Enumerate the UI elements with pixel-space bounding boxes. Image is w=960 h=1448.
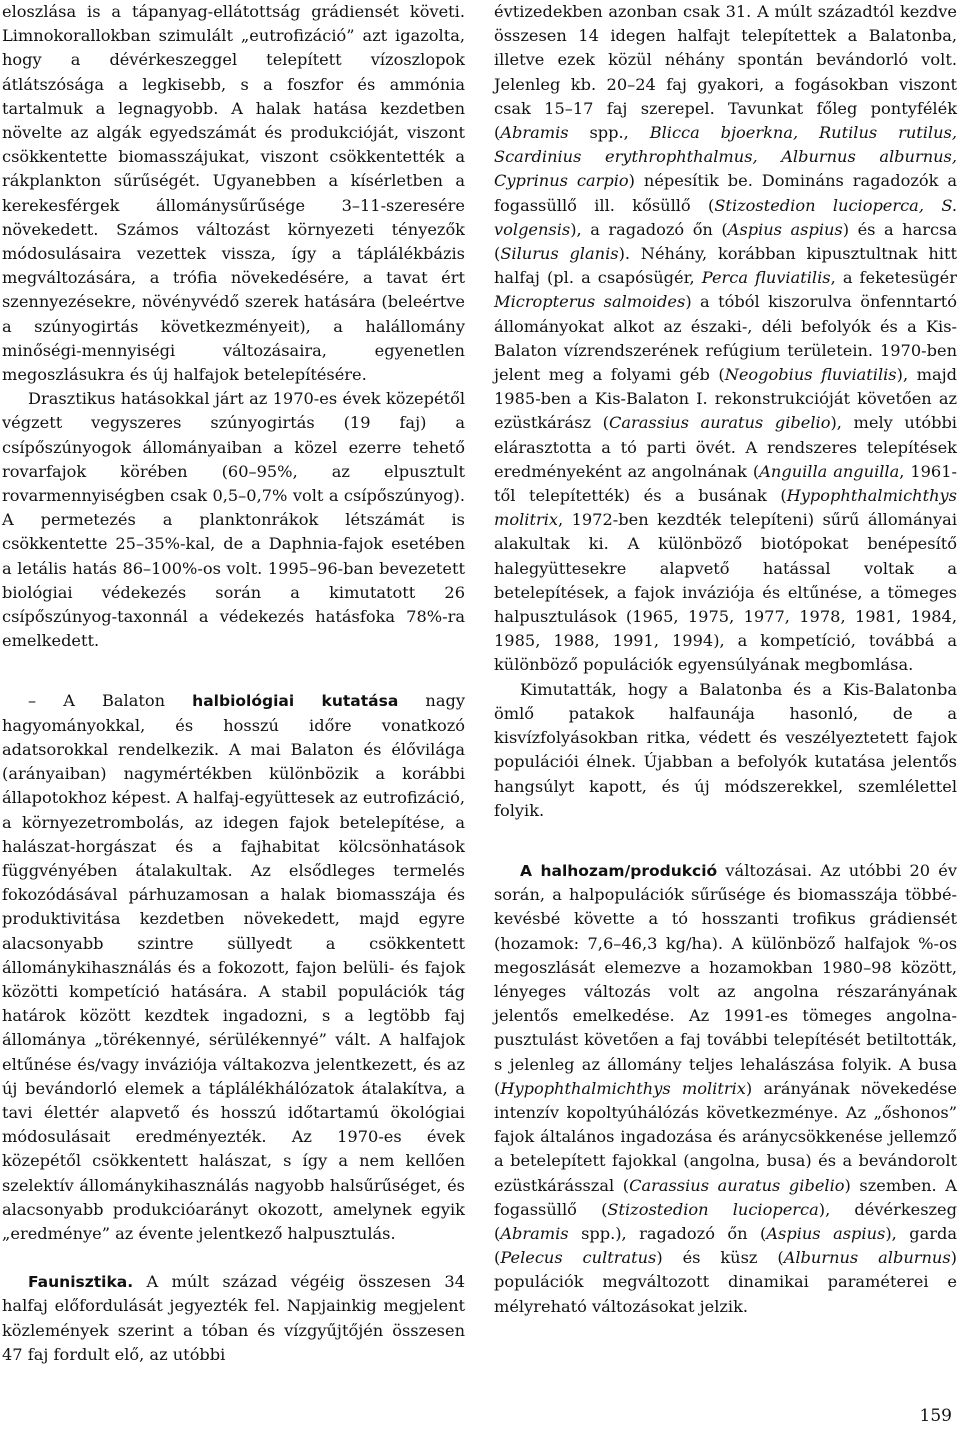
- paragraph-mosquito-control: Drasztikus hatásokkal járt az 1970-es évek közepétől végzett vegyszeres szúnyogirtás (19 faj) a csípőszúnyogok állományaiban a közel ezerre tehető rovarfajok körében (60–95%, az elpusztult rovarmennyiségben csak 0,5–0,7% volt a csípőszúnyog). A permetezés a planktonrákok létszámát is csökkentette 25–35%-kal, de a Daphnia-fajok esetében a letális hatás 86–100%-os volt. 1995–96-ban bevezetett biológiai védekezés során a kimutatott 26 csípőszúnyog-taxonnál a védekezés hatásfoka 78%-ra emelkedett.: [2, 389, 465, 651]
- paragraph-faunistics-continued: évtizedekben azonban csak 31. A múlt századtól kezdve összesen 14 idegen halfajt telepítettek a Balatonba, illetve ezek közül néhány spontán bevándorló volt. Jelenleg kb. 20–24 faj gyakori, a fogásokban viszont csak 15–17 faj szerepel. Tavunkat főleg pontyfélék (Abramis spp., Blicca bjoerkna, Rutilus rutilus, Scardinius erythrophthalmus, Alburnus alburnus, Cyprinus carpio) népesítik be. Domináns ragadozók a fogassüllő ill. kősüllő (Stizostedion lucioperca, S. volgensis), a ragadozó őn (Aspius aspius) és a harcsa (Silurus glanis). Néhány, korábban kipusztultnak hitt halfaj (pl. a csapósügér, Perca fluviatilis, a feketesügér Micropterus salmoides) a tóból kiszorulva önfenntartó állományokat alkot az északi-, déli befolyók és a Kis-Balaton vízrendszerének refúgium területein. 1970-ben jelent meg a folyami géb (Neogobius fluviatilis), majd 1985-ben a Kis-Balaton I. rekonstrukcióját követően az ezüstkárász (Carassius auratus gibelio), mely utóbbi elárasztotta a tó parti övét. A rendszeres telepítések eredményeként az angolnának (Anguilla anguilla, 1961-től telepítették) és a busának (Hypophthalmichthys molitrix, 1972-ben kezdték telepíteni) sűrű állományai alakultak ki. A különböző biotópokat benépesítő halegyüttesekre alapvető hatással voltak a betelepítések, a fajok inváziója és eltűnése, a tömeges halpusztulások (1965, 1975, 1977, 1978, 1981, 1984, 1985, 1988, 1991, 1994), a kompetíció, továbbá a különböző populációk egyensúlyának megbomlása.: [494, 2, 957, 675]
- paragraph-faunistics: Faunisztika. A múlt század végéig összesen 34 halfaj előfordulását jegyezték fel. Napjainkig megjelent közlemények szerint a tóban és vízgyűjtőjén összesen 47 faj fordult elő, az utóbbi: [2, 1272, 465, 1364]
- page-number: 159: [919, 1406, 952, 1426]
- lead-faunistics: Faunisztika.: [28, 1273, 134, 1292]
- lead-fish-biology-research: halbiológiai kutatása: [192, 692, 399, 711]
- spacer: [2, 1246, 465, 1270]
- right-column: [494, 0, 957, 1319]
- left-column: [2, 0, 465, 1367]
- paragraph-fish-biology: – A Balaton halbiológiai kutatása nagy hagyományokkal, és hosszú időre vonatkozó adatsorokkal rendelkezik. A mai Balaton és élővilága (arányaiban) nagymértékben különbözik a korábbi állapotokhoz képest. A halfaj-együttesek az eutrofizáció, a környezetrombolás, az idegen fajok betelepítése, a halászat-horgászat és a fajhabitat kölcsönhatások függvényében átalakultak. Az elsődleges termelés fokozódásával párhuzamosan a halak biomasszája és produktivitása kezdetben növekedett, majd egyre alacsonyabb szintre süllyedt a csökkentett állománykihasználás és a fokozott, fajon belüli- és fajok közötti kompetíció hatására. A stabil populációk tág határok között kezdtek ingadozni, s a legtöbb faj állománya „törékennyé, sérülékennyé” vált. A halfajok eltűnése és/vagy inváziója váltakozva jelentkezett, és az új bevándorló elemek a táplálékhálózatok átalakítva, a tavi élettér alapvető és hosszú időtartamú ökológiai módosulásait eredményezték. Az 1970-es évek közepétől csökkentett halászat, s így a nem kellően szelektív állománykihasználás nagyobb halsűrűséget, és alacsonyabb produkcióarányt okozott, amelynek egyik „eredménye” az évente jelentkező halpusztulás.: [2, 691, 466, 1243]
- spacer: [494, 823, 957, 859]
- paragraph-fish-yield: A halhozam/produkció változásai. Az utóbbi 20 év során, a halpopulációk sűrűsége és biomasszája többé-kevésbé követte a tó hosszanti trofikus grádiensét (hozamok: 7,6–46,3 kg/ha). A különböző halfajok %-os megoszlását elemezve a hozamokban 1980–98 között, lényeges változás volt az angolna részarányának jelentős emelkedése. Az 1991-es tömeges angolna-pusztulást követően a faj további telepítését betiltották, s jelenleg az állomány teljes lehalászása folyik. A busa (Hypophthalmichthys molitrix) arányának növekedése intenzív kopoltyúhálózás következménye. Az „őshonos” fajok általános ingadozása és aránycsökkenése jellemző a betelepített fajokkal (angolna, busa) és a bevándorolt ezüstkárásszal (Carassius auratus gibelio) szemben. A fogassüllő (Stizostedion lucioperca), dévérkeszeg (Abramis spp.), ragadozó őn (Aspius aspius), garda (Pelecus cultratus) és küsz (Alburnus alburnus) populációk megváltozott dinamikai paraméterei e mélyreható változásokat jelzik.: [494, 860, 958, 1316]
- spacer: [2, 653, 465, 689]
- lead-fish-yield: A halhozam/produkció: [520, 861, 718, 880]
- paragraph-eutrophication-continued: eloszlása is a tápanyag-ellátottság grádiensét követi. Limnokorallokban szimulált „eutrofizáció” azt igazolta, hogy a dévérkeszeggel telepített vízoszlopok átlátszósága a legkisebb, s a foszfor és ammónia tartalmuk a legnagyobb. A halak hatása kezdetben növelte az algák egyedszámát és produkcióját, viszont csökkentette biomasszájukat, viszont csökkentették a rákplankton sűrűségét. Ugyanebben a kísérletben a kerekesférgek állománysűrűsége 3–11-szeresére növekedett. Számos változást környezeti tényezők módosulásaira vezettek vissza, így a táplálékbázis megváltozására, a trófia növekedésére, a tavat ért szennyezésekre, növényvédő szerek hatására (beleértve a szúnyogirtás következményeit), a halállomány minőségi-mennyiségi változásaira, egyenetlen megoszlásukra és új halfajok betelepítésére.: [2, 2, 465, 385]
- paragraph-streams-fauna: Kimutatták, hogy a Balatonba és a Kis-Balatonba ömlő patakok halfaunája hasonló, de a kisvízfolyásokban ritka, védett és veszélyeztetett fajok populációi élnek. Újabban a befolyók kutatása jelentős hangsúlyt kapott, és új módszerekkel, szemlélettel folyik.: [494, 679, 957, 820]
